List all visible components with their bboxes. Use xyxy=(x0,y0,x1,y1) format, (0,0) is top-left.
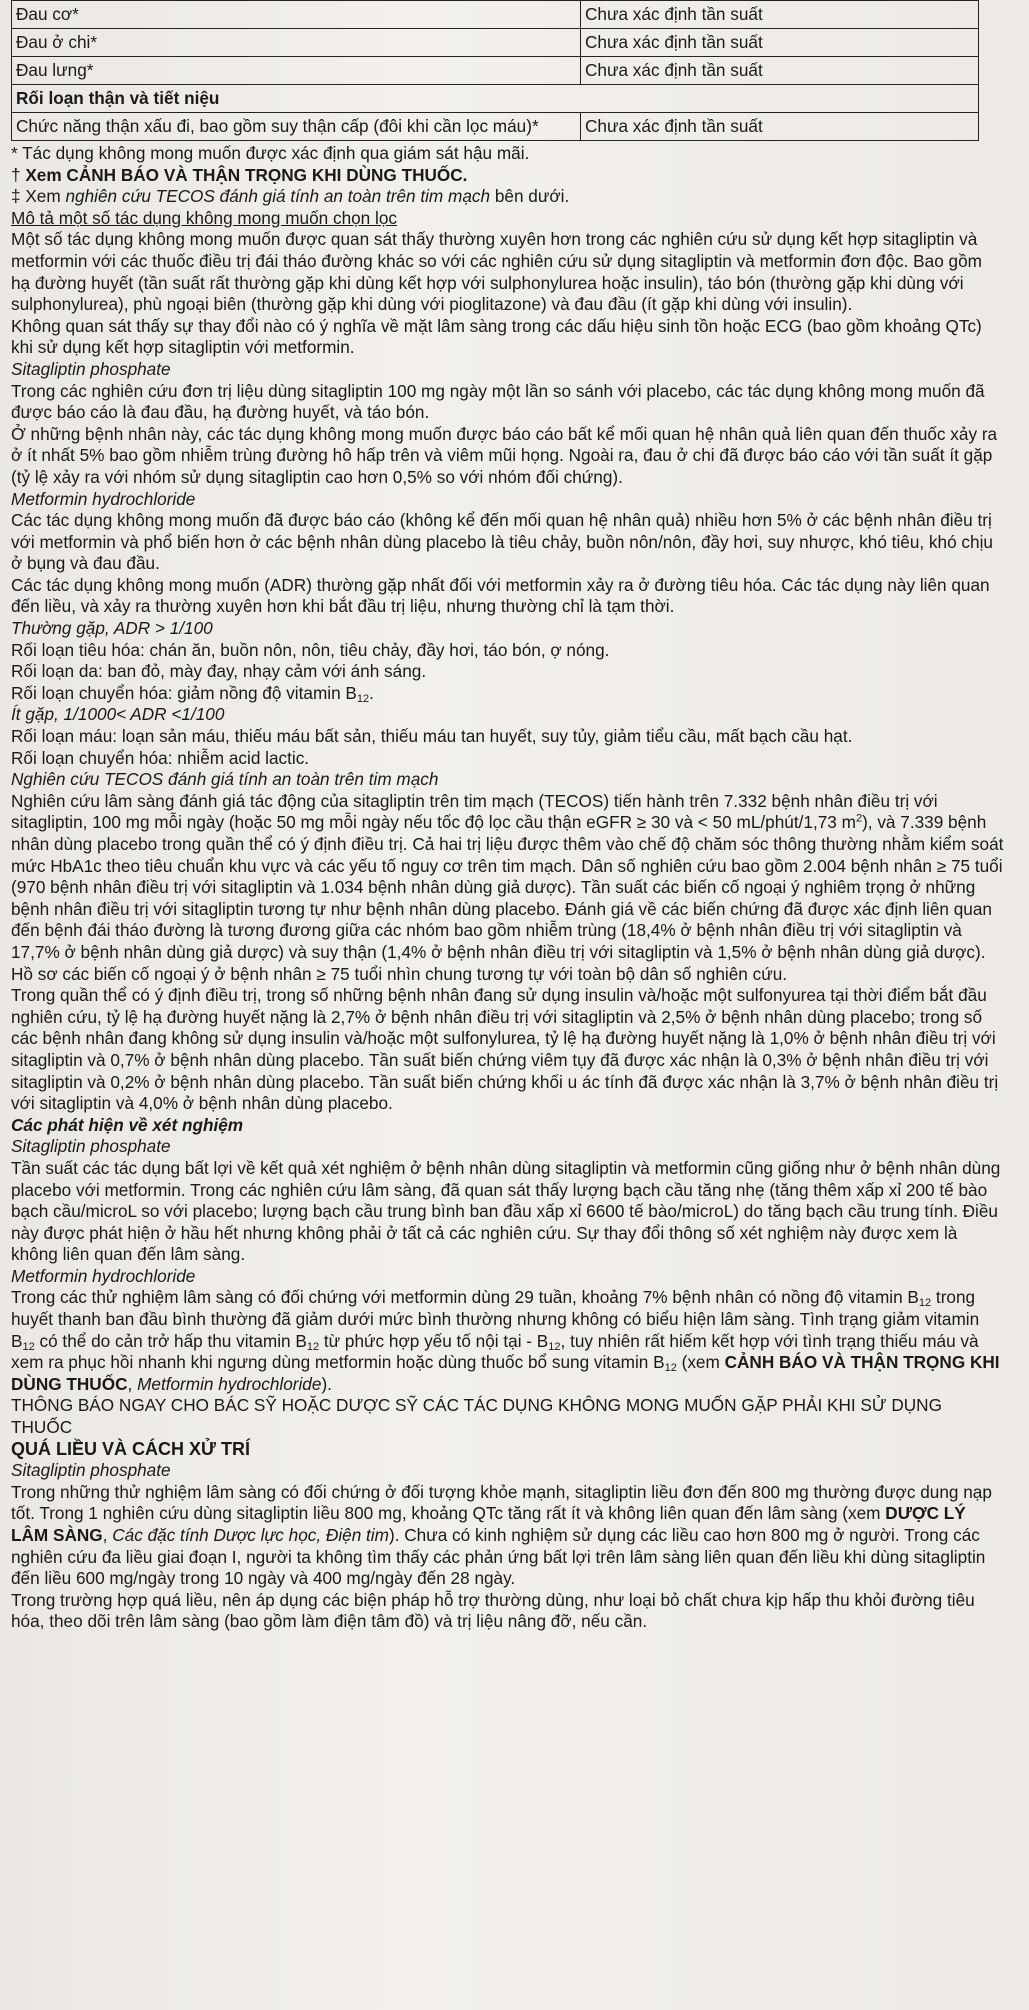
footnote-postmarketing: * Tác dụng không mong muốn được xác định qua giám sát hậu mãi. xyxy=(11,143,530,163)
text: từ phức hợp yếu tố nội tại - B xyxy=(319,1330,549,1351)
table-group-label: Rối loạn thận và tiết niệu xyxy=(12,85,979,113)
subheading-sitagliptin: Sitagliptin phosphate xyxy=(11,1460,171,1481)
paragraph xyxy=(11,791,1005,985)
paragraph: Trong quần thể có ý định điều trị, trong số những bệnh nhân đang sử dụng insulin và/hoặc một sulfonyurea tại thời điểm bắt đầu nghiên cứu, tỷ lệ hạ đường huyết nặng là 2,7% ở bệnh nhân điều trị với sitagliptin và 2,5% ở bệnh nhân dùng placebo; trong số các bệnh nhân đang không sử dụng insulin và/hoặc một sulfonylurea, tỷ lệ hạ đường huyết nặng là 1,0% ở bệnh nhân điều trị với sitagliptin và 0,7% ở bệnh nhân dùng placebo. Tần suất biến chứng viêm tụy đã được xác nhận là 0,3% ở bệnh nhân điều trị với sitagliptin và 0,2% ở bệnh nhân dùng placebo. Tần suất biến chứng khối u ác tính đã được xác nhận là 3,7% ở bệnh nhân điều trị với sitagliptin và 4,0% ở bệnh nhân dùng placebo. xyxy=(11,985,999,1114)
text: , tuy nhiên rất hiếm kết hợp với tình trạng thiếu máu và xem ra phục hồi nhanh khi ngưng dùng metformin hoặc dùng thuốc bổ sung vitamin B xyxy=(11,1330,979,1373)
text: ). Chưa có kinh nghiệm sử dụng các liều cao hơn 800 mg ở người. Trong các nghiên cứu đa liều giai đoạn I, người ta không tìm thấy các phản ứng bất lợi trên lâm sàng liên quan đến liều khi dùng sitagliptin đến liều 600 mg/ngày trong 10 ngày và 400 mg/ngày đến 28 ngày. xyxy=(11,1525,986,1589)
subscript: 12 xyxy=(22,1340,35,1353)
paragraph: Trong các nghiên cứu đơn trị liệu dùng sitagliptin 100 mg ngày một lần so sánh với placebo, các tác dụng không mong muốn đã được báo cáo là đau đầu, hạ đường huyết, và táo bón. xyxy=(11,380,985,423)
table-cell-frequency: Chưa xác định tần suất xyxy=(581,1,979,29)
cross-reference: Các đặc tính Dược lực học, Điện tim xyxy=(112,1525,389,1545)
subheading-common: Thường gặp, ADR > 1/100 xyxy=(11,618,213,639)
text: Trong những thử nghiệm lâm sàng có đối chứng ở đối tượng khỏe mạnh, sitagliptin liều đơn đến 800 mg thường được dung nạp tốt. Trong 1 nghiên cứu dùng sitagliptin liều 800 mg, khoảng QTc tăng rất ít và không liên quan đến lâm sàng (xem xyxy=(11,1481,992,1524)
subheading-sitagliptin: Sitagliptin phosphate xyxy=(11,1136,171,1157)
footnote-tecos xyxy=(11,186,1005,208)
cross-reference: Metformin hydrochloride xyxy=(137,1373,322,1394)
text: ), và 7.339 bệnh nhân dùng placebo trong quần thể có ý định điều trị. Cả hai trị liệu được thêm vào chế độ chăm sóc thông thường nhằm kiểm soát mức HbA1c theo tiêu chuẩn khu vực và các yếu tố nguy cơ trên tim mạch. Dân số nghiên cứu bao gồm 2.004 bệnh nhân ≥ 75 tuổi (970 bệnh nhân điều trị với sitagliptin và 1.034 bệnh nhân dùng giả dược). Tần suất các biến cố ngoại ý nghiêm trọng ở những bệnh nhân điều trị với sitagliptin tương tự như bệnh nhân dùng placebo. Đánh giá về các biến chứng đã được xác định liên quan đến bệnh đái tháo đường là tương đương giữa các nhóm bao gồm nhiễm trùng (18,4% ở bệnh nhân điều trị với sitagliptin và 17,7% ở bệnh nhân dùng giả dược) và suy thận (1,4% ở bệnh nhân điều trị với sitagliptin và 1,5% ở bệnh nhân dùng giả dược). Hồ sơ các biến cố ngoại ý ở bệnh nhân ≥ 75 tuổi nhìn chung tương tự với toàn bộ dân số nghiên cứu. xyxy=(11,812,1004,984)
table-cell-frequency: Chưa xác định tần suất xyxy=(581,113,979,141)
list-item: Rối loạn tiêu hóa: chán ăn, buồn nôn, nôn, tiêu chảy, đầy hơi, táo bón, ợ nóng. xyxy=(11,639,610,660)
paragraph xyxy=(11,1287,1005,1395)
subscript: 12 xyxy=(664,1362,677,1375)
text: , xyxy=(127,1373,138,1394)
text: Trong các thử nghiệm lâm sàng có đối chứng với metformin dùng 29 tuần, khoảng 7% bệnh nhân có nồng độ vitamin B xyxy=(11,1287,919,1308)
paragraph: Không quan sát thấy sự thay đổi nào có ý nghĩa về mặt lâm sàng trong các dấu hiệu sinh tồn hoặc ECG (bao gồm khoảng QTc) khi sử dụng kết hợp sitagliptin với metformin. xyxy=(11,315,982,358)
footnote-warnings xyxy=(11,165,1005,187)
text: , xyxy=(102,1525,113,1545)
dagger-symbol: † xyxy=(11,164,21,185)
tecos-heading: Nghiên cứu TECOS đánh giá tính an toàn trên tim mạch xyxy=(11,769,439,790)
subheading-sitagliptin: Sitagliptin phosphate xyxy=(11,358,171,379)
table-row xyxy=(12,113,979,141)
paragraph xyxy=(11,1482,1005,1590)
list-item-text: Rối loạn chuyển hóa: giảm nồng độ vitamin B xyxy=(11,682,357,703)
table-row xyxy=(12,57,979,85)
selected-effects-heading: Mô tả một số tác dụng không mong muốn chọn lọc xyxy=(11,207,397,228)
footnote-tecos-link: nghiên cứu TECOS đánh giá tính an toàn trên tim mạch xyxy=(65,186,491,207)
subscript: 12 xyxy=(356,692,370,705)
lab-heading: Các phát hiện về xét nghiệm xyxy=(11,1114,244,1135)
text: có thể do cản trở hấp thu vitamin B xyxy=(34,1330,307,1351)
text: ). xyxy=(321,1373,332,1394)
subheading-metformin: Metformin hydrochloride xyxy=(11,488,196,509)
footnote-tecos-prefix: Xem xyxy=(25,186,66,207)
subheading-uncommon: Ít gặp, 1/1000< ADR <1/100 xyxy=(11,704,225,725)
overdose-heading: QUÁ LIỀU VÀ CÁCH XỬ TRÍ xyxy=(11,1438,250,1459)
list-item: Rối loạn chuyển hóa: giảm nồng độ vitamin $B_{12}$. xyxy=(11,682,374,705)
cross-reference: DƯỢC LÝ LÂM SÀNG xyxy=(11,1503,966,1545)
paragraph: Các tác dụng không mong muốn đã được báo cáo (không kể đến mối quan hệ nhân quả) nhiều hơn 5% ở các bệnh nhân điều trị với metformin và phổ biến hơn ở các bệnh nhân dùng placebo là tiêu chảy, buồn nôn/nôn, đầy hơi, suy nhược, khó tiêu, khó chịu ở bụng và đau đầu. xyxy=(11,510,993,574)
table-row xyxy=(12,29,979,57)
table-cell-effect: Đau lưng* xyxy=(12,57,581,85)
adverse-effects-table xyxy=(11,0,979,141)
text: Nghiên cứu lâm sàng đánh giá tác động của sitagliptin trên tim mạch (TECOS) tiến hành trên 7.332 bệnh nhân điều trị với sitagliptin, 100 mg mỗi ngày (hoặc 50 mg mỗi ngày nếu tốc độ lọc cầu thận eGFR ≥ 30 và < 50 mL/phút/1,73 m xyxy=(11,790,938,833)
table-cell-frequency: Chưa xác định tần suất xyxy=(581,29,979,57)
footnote-tecos-suffix: bên dưới. xyxy=(490,186,570,207)
subheading-metformin: Metformin hydrochloride xyxy=(11,1265,196,1286)
table-cell-frequency: Chưa xác định tần suất xyxy=(581,57,979,85)
list-item: Rối loạn da: ban đỏ, mày đay, nhạy cảm với ánh sáng. xyxy=(11,661,427,682)
list-item: Rối loạn máu: loạn sản máu, thiếu máu bất sản, thiếu máu tan huyết, suy tủy, giảm tiểu cầu, mất bạch cầu hạt. xyxy=(11,726,853,747)
paragraph: Tần suất các tác dụng bất lợi về kết quả xét nghiệm ở bệnh nhân dùng sitagliptin và metformin cũng giống như ở bệnh nhân dùng placebo với metformin. Trong các nghiên cứu lâm sàng, đã quan sát thấy lượng bạch cầu tăng nhẹ (tăng thêm xấp xỉ 200 tế bào bạch cầu/microL so với placebo; lượng bạch cầu trung bình ban đầu xấp xỉ 6600 tế bào/microL) do tăng bạch cầu trung tính. Điều này được phát hiện ở hầu hết nhưng không phải ở tất cả các nghiên cứu. Sự thay đổi thông số xét nghiệm này được xem là không liên quan đến lâm sàng. xyxy=(11,1157,1001,1265)
text: (xem xyxy=(676,1352,725,1373)
paragraph: Một số tác dụng không mong muốn được quan sát thấy thường xuyên hơn trong các nghiên cứu sử dụng kết hợp sitagliptin và metformin với các thuốc điều trị đái tháo đường khác so với các nghiên cứu sử dụng sitagliptin và metformin đơn độc. Bao gồm hạ đường huyết (tần suất rất thường gặp khi dùng kết hợp với sulphonylurea hoặc insulin), táo bón (thường gặp khi dùng với sulphonylurea), phù ngoại biên (thường gặp khi dùng với pioglitazone) và đau đầu (ít gặp khi dùng với insulin). xyxy=(11,229,982,315)
subscript: 12 xyxy=(306,1340,320,1353)
paragraph: Các tác dụng không mong muốn (ADR) thường gặp nhất đối với metformin xảy ra ở đường tiêu hóa. Các tác dụng này liên quan đến liều, và xảy ra thường xuyên hơn khi bắt đầu trị liệu, nhưng thường chỉ là tạm thời. xyxy=(11,574,990,617)
table-group-row xyxy=(12,85,979,113)
table-cell-effect: Đau ở chi* xyxy=(12,29,581,57)
superscript: 2 xyxy=(855,812,863,825)
subscript: 12 xyxy=(918,1297,932,1310)
table-footnotes xyxy=(11,143,1005,208)
table-cell-effect: Đau cơ* xyxy=(12,1,581,29)
list-item: Rối loạn chuyển hóa: nhiễm acid lactic. xyxy=(11,747,310,768)
footnote-warnings-text: Xem CẢNH BÁO VÀ THẬN TRỌNG KHI DÙNG THUỐC. xyxy=(25,164,468,185)
notify-statement: THÔNG BÁO NGAY CHO BÁC SỸ HOẶC DƯỢC SỸ CÁC TÁC DỤNG KHÔNG MONG MUỐN GẶP PHẢI KHI SỬ DỤNG THUỐC xyxy=(11,1395,942,1438)
subscript: 12 xyxy=(548,1340,561,1353)
paragraph: Ở những bệnh nhân này, các tác dụng không mong muốn được báo cáo bất kể mối quan hệ nhân quả liên quan đến thuốc xảy ra ở ít nhất 5% bao gồm nhiễm trùng đường hô hấp trên và viêm mũi họng. Ngoài ra, đau ở chi đã được báo cáo với tần suất ít gặp (tỷ lệ xảy ra với nhóm sử dụng sitagliptin cao hơn 0,5% so với nhóm đối chứng). xyxy=(11,423,998,487)
paragraph: Trong trường hợp quá liều, nên áp dụng các biện pháp hỗ trợ thường dùng, như loại bỏ chất chưa kịp hấp thu khỏi đường tiêu hóa, theo dõi trên lâm sàng (bao gồm làm điện tâm đồ) và trị liệu nâng đỡ, nếu cần. xyxy=(11,1589,975,1632)
table-cell-effect: Chức năng thận xấu đi, bao gồm suy thận cấp (đôi khi cần lọc máu)* xyxy=(12,113,581,141)
table-row xyxy=(12,1,979,29)
text: trong huyết thanh ban đầu bình thường đã giảm dưới mức bình thường nhưng không có biểu hiện lâm sàng. Tình trạng giảm vitamin B xyxy=(11,1287,980,1351)
cross-reference: CẢNH BÁO VÀ THẬN TRỌNG KHI DÙNG THUỐC xyxy=(11,1352,1000,1394)
double-dagger-symbol: ‡ xyxy=(11,186,21,207)
